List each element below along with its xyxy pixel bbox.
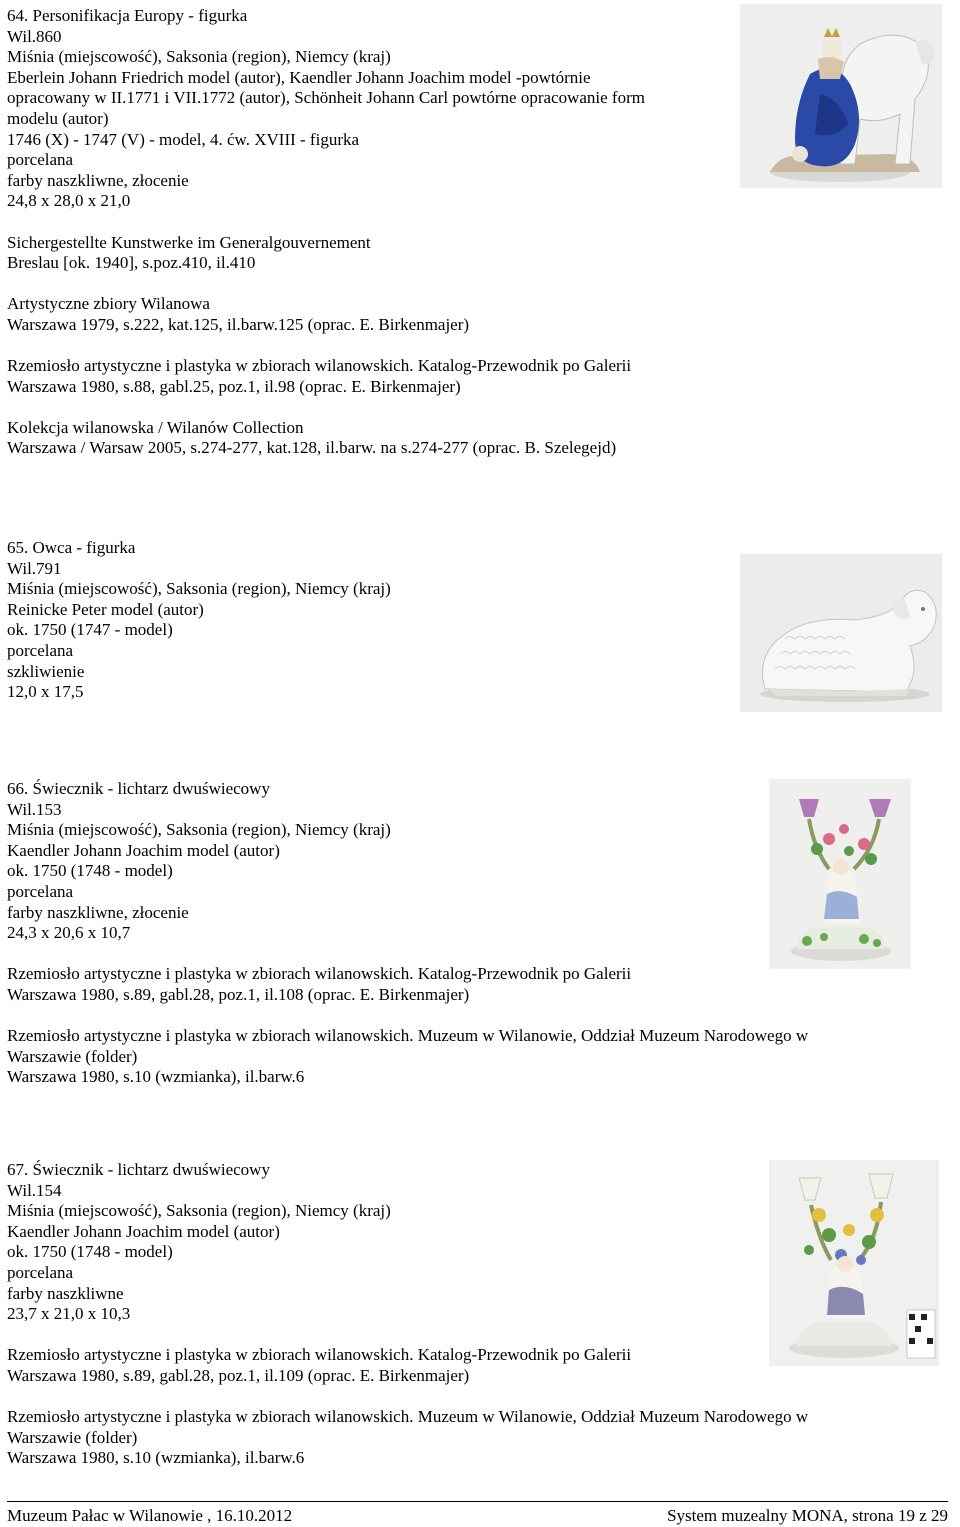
entry-line: Warszawa 1980, s.10 (wzmianka), il.barw.6 (7, 1067, 305, 1087)
entry-spacer (7, 1387, 727, 1408)
entry-title: 67. Świecznik - lichtarz dwuświecowy (7, 1160, 270, 1179)
entry-line: Warszawa 1980, s.10 (wzmianka), il.barw.6 (7, 1448, 305, 1468)
photo-caption (744, 181, 745, 186)
entry-line: Kolekcja wilanowska / Wilanów Collection (7, 417, 304, 437)
entry-spacer (7, 397, 727, 418)
entry-line: porcelana (7, 881, 74, 901)
entry-line: Kaendler Johann Joachim model (autor) (7, 840, 280, 860)
entry-line: Rzemiosło artystyczne i plastyka w zbiorach wilanowskich. Muzeum w Wilanowie, Oddział Muzeum Narodowego w (7, 1026, 809, 1046)
entry-line: 24,3 x 20,6 x 10,7 (7, 923, 131, 943)
entry-line: Rzemiosło artystyczne i plastyka w zbiorach wilanowskich. Katalog-Przewodnik po Galerii (7, 964, 632, 984)
entry-line: Rzemiosło artystyczne i plastyka w zbiorach wilanowskich. Katalog-Przewodnik po Galerii (7, 356, 632, 376)
footer-page-info: System muzealny MONA, strona 19 z 29 (667, 1506, 948, 1525)
sheep-figurine-photo (740, 554, 942, 712)
footer-museum-date: Muzeum Pałac w Wilanowie , 16.10.2012 (7, 1506, 293, 1525)
photo-caption (773, 1359, 774, 1364)
entry-spacer (7, 212, 727, 233)
entry-line: ok. 1750 (1748 - model) (7, 1242, 173, 1262)
entry-line: Warszawa 1979, s.222, kat.125, il.barw.125 (oprac. E. Birkenmajer) (7, 314, 470, 334)
entry-line: porcelana (7, 1262, 74, 1282)
entry-title: 65. Owca - figurka (7, 538, 136, 557)
sheep-figurine-image (740, 554, 942, 712)
entry-line: farby naszkliwne (7, 1283, 124, 1303)
entry-line: Rzemiosło artystyczne i plastyka w zbiorach wilanowskich. Muzeum w Wilanowie, Oddział Muzeum Narodowego w (7, 1407, 809, 1427)
catalog-entry-66 (7, 779, 809, 1088)
footer-divider (7, 1501, 948, 1502)
catalog-entry-65 (7, 538, 727, 703)
entry-line: farby naszkliwne, złocenie (7, 170, 189, 190)
entry-line: Sichergestellte Kunstwerke im Generalgouvernement (7, 232, 371, 252)
candlestick-67-photo (769, 1160, 939, 1366)
catalog-entry-67 (7, 1160, 809, 1469)
entry-spacer (7, 944, 727, 965)
entry-line: Wil.154 (7, 1180, 62, 1200)
entry-line: ok. 1750 (1747 - model) (7, 620, 173, 640)
entry-line: Rzemiosło artystyczne i plastyka w zbiorach wilanowskich. Katalog-Przewodnik po Galerii (7, 1345, 632, 1365)
entry-line: Artystyczne zbiory Wilanowa (7, 294, 210, 314)
entry-line: Warszawie (folder) (7, 1046, 138, 1066)
entry-line: Warszawa 1980, s.89, gabl.28, poz.1, il.108 (oprac. E. Birkenmajer) (7, 984, 470, 1004)
entry-line: modelu (autor) (7, 108, 109, 128)
entry-line: opracowany w II.1771 i VII.1772 (autor), Schönheit Johann Carl powtórne opracowanie form (7, 88, 645, 108)
photo-caption (773, 962, 774, 967)
entry-line: Wil.860 (7, 26, 62, 46)
europa-figurine-photo (740, 4, 942, 188)
entry-line: Wil.791 (7, 558, 62, 578)
entry-line: Eberlein Johann Friedrich model (autor), Kaendler Johann Joachim model -powtórnie (7, 67, 591, 87)
entry-line: 24,8 x 28,0 x 21,0 (7, 191, 131, 211)
entry-line: Warszawie (folder) (7, 1427, 138, 1447)
catalog-entry-64 (7, 6, 727, 459)
candlestick-figurine-image (769, 779, 911, 969)
entry-spacer (7, 1006, 727, 1027)
entry-line: Warszawa 1980, s.89, gabl.28, poz.1, il.109 (oprac. E. Birkenmajer) (7, 1365, 470, 1385)
entry-line: Breslau [ok. 1940], s.poz.410, il.410 (7, 253, 256, 273)
entry-line: Kaendler Johann Joachim model (autor) (7, 1221, 280, 1241)
entry-spacer (7, 274, 727, 295)
entry-line: 12,0 x 17,5 (7, 682, 84, 702)
entry-line: Miśnia (miejscowość), Saksonia (region), Niemcy (kraj) (7, 1201, 391, 1221)
entry-line: farby naszkliwne, złocenie (7, 902, 189, 922)
entry-spacer (7, 336, 727, 357)
entry-line: porcelana (7, 150, 74, 170)
entry-line: 1746 (X) - 1747 (V) - model, 4. ćw. XVIII - figurka (7, 129, 360, 149)
entry-line: Reinicke Peter model (autor) (7, 599, 204, 619)
entry-line: Warszawa / Warsaw 2005, s.274-277, kat.128, il.barw. na s.274-277 (oprac. B. Szelegejd) (7, 438, 617, 458)
europa-figurine-image (740, 4, 942, 188)
entry-line: szkliwienie (7, 661, 85, 681)
entry-line: porcelana (7, 640, 74, 660)
entry-line: Miśnia (miejscowość), Saksonia (region), Niemcy (kraj) (7, 820, 391, 840)
photo-caption (744, 705, 745, 710)
candlestick-figurine-image (769, 1160, 939, 1366)
entry-title: 66. Świecznik - lichtarz dwuświecowy (7, 779, 270, 798)
candlestick-66-photo (769, 779, 911, 969)
entry-line: Warszawa 1980, s.88, gabl.25, poz.1, il.98 (oprac. E. Birkenmajer) (7, 376, 461, 396)
entry-line: ok. 1750 (1748 - model) (7, 861, 173, 881)
entry-line: Wil.153 (7, 799, 62, 819)
entry-spacer (7, 1325, 727, 1346)
entry-line: Miśnia (miejscowość), Saksonia (region), Niemcy (kraj) (7, 579, 391, 599)
entry-line: Miśnia (miejscowość), Saksonia (region), Niemcy (kraj) (7, 47, 391, 67)
entry-line: 23,7 x 21,0 x 10,3 (7, 1304, 131, 1324)
entry-title: 64. Personifikacja Europy - figurka (7, 6, 248, 25)
